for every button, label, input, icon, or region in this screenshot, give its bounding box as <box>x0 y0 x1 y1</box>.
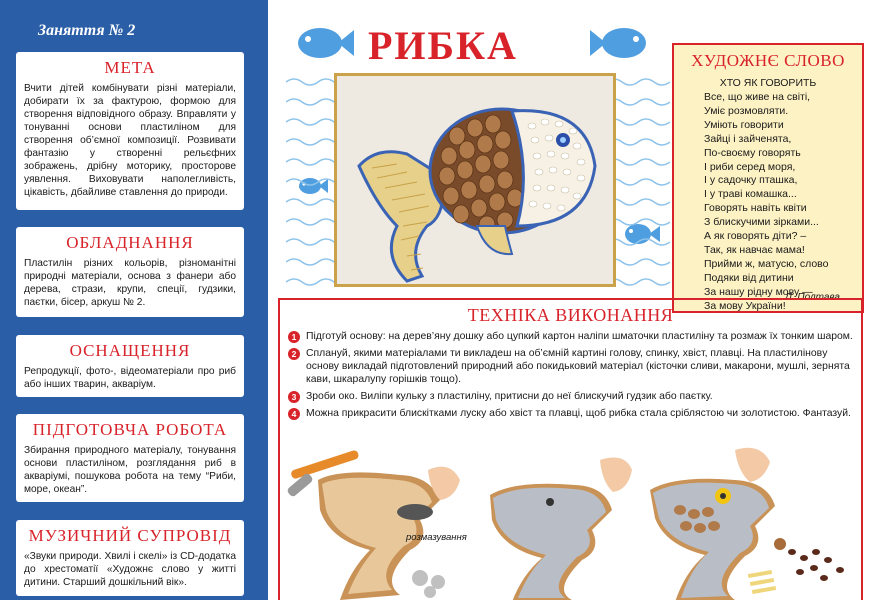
step-number: 4 <box>288 408 300 420</box>
page-title: РИБКА <box>368 23 518 68</box>
card-preparation <box>16 414 244 502</box>
fish-artwork-photo <box>334 73 616 287</box>
card-preparation-heading: ПІДГОТОВЧА РОБОТА <box>32 420 228 439</box>
poem-line: За нашу рідну мову — <box>704 285 813 298</box>
poem-line: Прийми ж, матусю, слово <box>704 257 829 270</box>
card-goal <box>16 52 244 210</box>
card-equipment-heading: ОБЛАДНАННЯ <box>66 233 194 252</box>
step-item <box>288 330 858 343</box>
poem-line: І у садочку пташка, <box>704 174 798 187</box>
poem-heading: ХУДОЖНЄ СЛОВО <box>691 51 845 70</box>
technique-box <box>278 298 863 600</box>
stage-1-illustration <box>286 449 460 600</box>
card-preparation-text: Збирання природного матеріалу, тонування основи пластиліном, розглядання риб в акваріумі, пошукова робота на тему “Риби, море, океан”. <box>24 445 236 495</box>
stage-2-illustration <box>490 458 632 600</box>
step-illustrations <box>280 440 861 600</box>
card-supplies-text: Репродукції, фото-, відеоматеріали про риб або інших тварин, акваріум. <box>24 366 236 390</box>
step-text: Можна прикрасити блискітками луску або хвіст та плавці, щоб рибка стала сріблястою чи золотистою. Фантазуй. <box>306 408 851 419</box>
card-supplies-heading: ОСНАЩЕННЯ <box>69 341 191 360</box>
step-item <box>288 390 858 403</box>
technique-steps <box>288 330 858 424</box>
step-item <box>288 407 858 420</box>
step-number: 3 <box>288 391 300 403</box>
poem-author: Л. Полтава <box>785 292 840 303</box>
step-number: 2 <box>288 348 300 360</box>
card-equipment <box>16 227 244 317</box>
step-number: 1 <box>288 331 300 343</box>
step-text: Зроби око. Виліпи кульку з пластиліну, притисни до неї блискучий гудзик або паєтку. <box>306 391 713 402</box>
step-text: Підготуй основу: на дерев’яну дошку або цупкий картон наліпи шматочки пластиліну та розмаж їх тонким шаром. <box>306 331 853 342</box>
card-goal-heading: МЕТА <box>104 58 156 77</box>
poem-line: А як говорять діти? – <box>704 230 807 243</box>
fish-icon <box>296 24 354 62</box>
step-text: Сплануй, якими матеріалами ти викладеш на об’ємній картині голову, спинку, хвіст, плавці. На пластиліновy основу викладай підготовлений природний або покидьковий матеріал (кісточки сливи, макарони, мушлі, зернята кави, шкаралупу горішків тощо). <box>306 348 850 385</box>
card-music <box>16 520 244 596</box>
card-music-heading: МУЗИЧНИЙ СУПРОВІД <box>28 526 232 545</box>
poem-line: Уміє розмовляти. <box>704 104 789 117</box>
poem-box <box>672 43 864 313</box>
card-goal-text: Вчити дітей комбінувати різні матеріали, добирати їх за фактурою, формою для створення відповідного образу. Вправляти у тонуванні основи пластиліном для створення об’ємної композиції. Розвивати фантазію у створенні рельєфних зображень, дрібну моторику, просторове уявлення. Виховувати наполегливість, цікавість, дбайливе ставлення до природи. <box>24 83 236 198</box>
poem-line: Зайці і зайченята, <box>704 132 792 145</box>
poem-line: З блискучими зірками... <box>704 216 819 229</box>
poem-subtitle: ХТО ЯК ГОВОРИТЬ <box>719 77 817 89</box>
step-item <box>288 347 858 386</box>
poem-lines <box>704 91 862 314</box>
left-column <box>0 0 268 600</box>
poem-line: Подяки від дитини <box>704 271 794 284</box>
poem-line: Говорять навіть квіти <box>704 202 807 215</box>
poem-line: По-своєму говорять <box>704 146 801 159</box>
lesson-label: Заняття № 2 <box>38 22 136 39</box>
poem-line: І у траві комашка... <box>704 188 797 201</box>
fish-artwork-image <box>337 76 613 284</box>
poem-line: Все, що живе на світі, <box>704 91 811 103</box>
card-supplies <box>16 335 244 397</box>
poem-line: Уміють говорити <box>704 118 784 131</box>
poem-line: За мову України! <box>704 299 786 312</box>
fish-icon <box>590 24 648 62</box>
poem-line: І риби серед моря, <box>704 160 796 173</box>
illustration-caption: розмазування <box>406 532 467 543</box>
stage-3-illustration <box>650 448 844 600</box>
card-music-text: «Звуки природи. Хвилі і скелі» із CD-додатка до хрестоматії «Художнє слово у житті дитини. Старший дошкільний вік». <box>24 551 236 588</box>
technique-heading: ТЕХНІКА ВИКОНАННЯ <box>467 305 674 325</box>
card-equipment-text: Пластилін різних кольорів, різноманітні природні матеріали, основа з фанери або дерева, стрази, крупи, спеції, гудзики, паєтки, бісер, аркуш № 2. <box>24 258 236 308</box>
poem-line: Так, як навчає мама! <box>704 243 805 256</box>
